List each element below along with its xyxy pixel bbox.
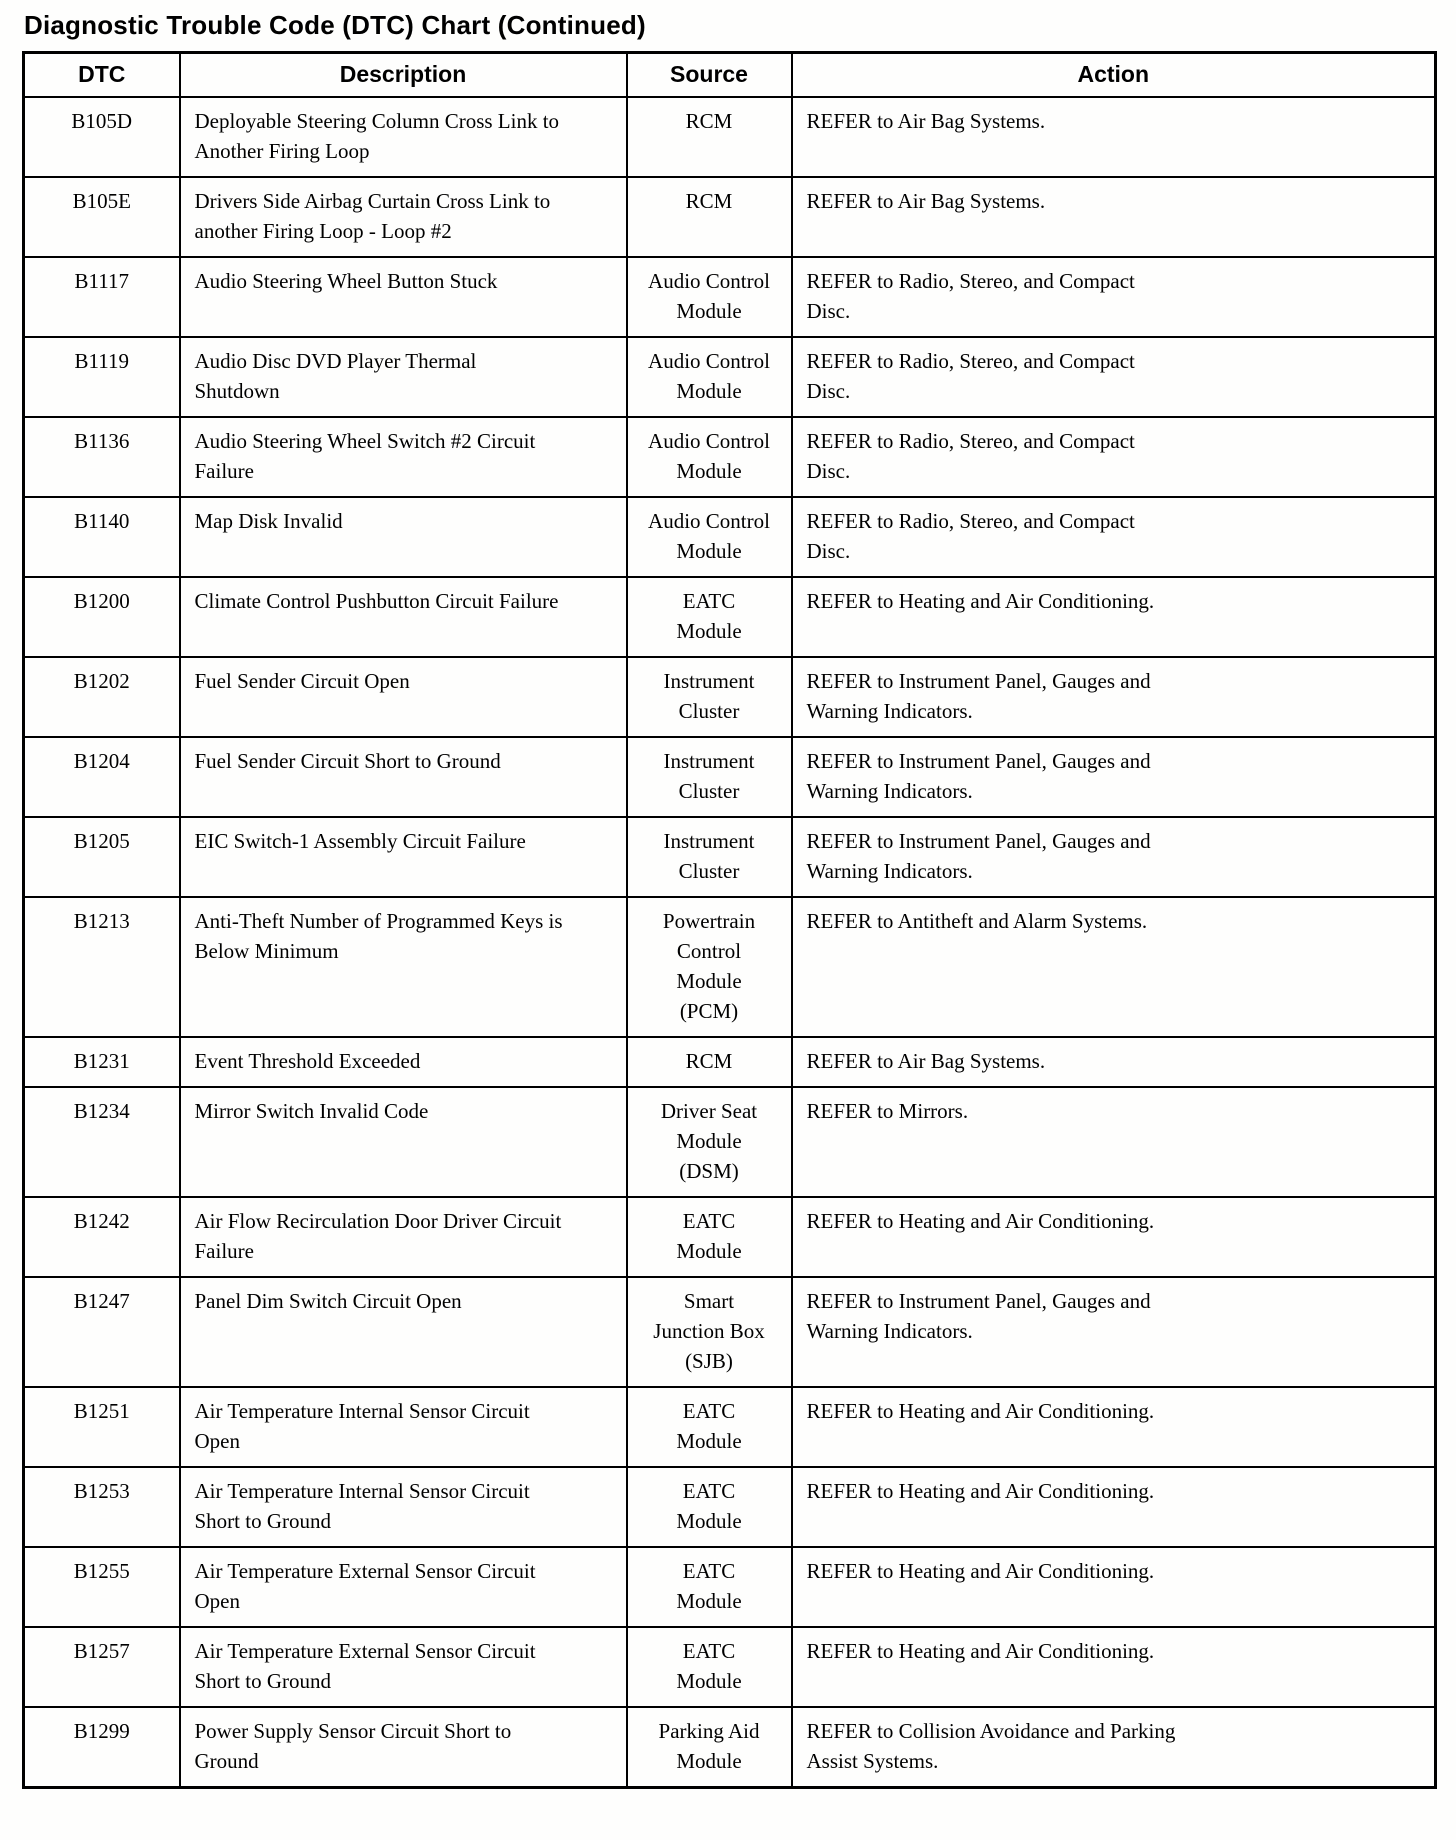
cell-dtc-code: B1140 — [24, 497, 180, 577]
cell-dtc-code: B1213 — [24, 897, 180, 1037]
cell-source: Driver Seat Module (DSM) — [627, 1087, 792, 1197]
cell-description: Panel Dim Switch Circuit Open — [180, 1277, 627, 1387]
cell-action: REFER to Heating and Air Conditioning. — [792, 577, 1436, 657]
cell-source: Instrument Cluster — [627, 657, 792, 737]
cell-source: EATC Module — [627, 1627, 792, 1707]
cell-description: Air Temperature Internal Sensor Circuit Short to Ground — [180, 1467, 627, 1547]
cell-dtc-code: B1253 — [24, 1467, 180, 1547]
cell-description: EIC Switch-1 Assembly Circuit Failure — [180, 817, 627, 897]
dtc-table-body — [24, 97, 1436, 1788]
table-row — [24, 257, 1436, 337]
cell-dtc-code: B1205 — [24, 817, 180, 897]
cell-description: Deployable Steering Column Cross Link to Another Firing Loop — [180, 97, 627, 177]
cell-action: REFER to Heating and Air Conditioning. — [792, 1627, 1436, 1707]
cell-action: REFER to Instrument Panel, Gauges and Warning Indicators. — [792, 1277, 1436, 1387]
table-row — [24, 1387, 1436, 1467]
cell-description: Fuel Sender Circuit Open — [180, 657, 627, 737]
cell-dtc-code: B1257 — [24, 1627, 180, 1707]
cell-action: REFER to Air Bag Systems. — [792, 97, 1436, 177]
cell-source: Audio Control Module — [627, 337, 792, 417]
table-row — [24, 417, 1436, 497]
table-row — [24, 737, 1436, 817]
cell-source: Instrument Cluster — [627, 737, 792, 817]
column-header-dtc: DTC — [24, 53, 180, 98]
cell-dtc-code: B1255 — [24, 1547, 180, 1627]
cell-dtc-code: B1242 — [24, 1197, 180, 1277]
cell-source: Audio Control Module — [627, 417, 792, 497]
table-row — [24, 1467, 1436, 1547]
table-row — [24, 1707, 1436, 1788]
cell-description: Air Temperature External Sensor Circuit Short to Ground — [180, 1627, 627, 1707]
cell-source: Audio Control Module — [627, 257, 792, 337]
cell-description: Drivers Side Airbag Curtain Cross Link to another Firing Loop - Loop #2 — [180, 177, 627, 257]
cell-description: Power Supply Sensor Circuit Short to Ground — [180, 1707, 627, 1788]
cell-description: Map Disk Invalid — [180, 497, 627, 577]
cell-dtc-code: B105E — [24, 177, 180, 257]
cell-action: REFER to Antitheft and Alarm Systems. — [792, 897, 1436, 1037]
table-header-row — [24, 53, 1436, 98]
table-row — [24, 1627, 1436, 1707]
cell-description: Mirror Switch Invalid Code — [180, 1087, 627, 1197]
cell-action: REFER to Heating and Air Conditioning. — [792, 1547, 1436, 1627]
cell-action: REFER to Mirrors. — [792, 1087, 1436, 1197]
table-row — [24, 1277, 1436, 1387]
cell-action: REFER to Radio, Stereo, and Compact Disc. — [792, 337, 1436, 417]
page-title: Diagnostic Trouble Code (DTC) Chart (Continued) — [24, 10, 646, 40]
table-row — [24, 577, 1436, 657]
cell-source: RCM — [627, 97, 792, 177]
cell-source: EATC Module — [627, 577, 792, 657]
cell-description: Air Temperature Internal Sensor Circuit Open — [180, 1387, 627, 1467]
cell-description: Audio Steering Wheel Switch #2 Circuit Failure — [180, 417, 627, 497]
cell-dtc-code: B105D — [24, 97, 180, 177]
cell-source: EATC Module — [627, 1387, 792, 1467]
cell-dtc-code: B1204 — [24, 737, 180, 817]
cell-description: Air Flow Recirculation Door Driver Circuit Failure — [180, 1197, 627, 1277]
cell-source: Audio Control Module — [627, 497, 792, 577]
table-row — [24, 337, 1436, 417]
cell-action: REFER to Radio, Stereo, and Compact Disc. — [792, 257, 1436, 337]
cell-source: EATC Module — [627, 1467, 792, 1547]
cell-action: REFER to Heating and Air Conditioning. — [792, 1387, 1436, 1467]
table-row — [24, 497, 1436, 577]
cell-action: REFER to Heating and Air Conditioning. — [792, 1467, 1436, 1547]
table-row — [24, 1197, 1436, 1277]
column-header-action: Action — [792, 53, 1436, 98]
cell-dtc-code: B1234 — [24, 1087, 180, 1197]
cell-description: Air Temperature External Sensor Circuit Open — [180, 1547, 627, 1627]
table-row — [24, 657, 1436, 737]
cell-action: REFER to Heating and Air Conditioning. — [792, 1197, 1436, 1277]
cell-source: EATC Module — [627, 1547, 792, 1627]
cell-dtc-code: B1231 — [24, 1037, 180, 1087]
cell-source: Instrument Cluster — [627, 817, 792, 897]
cell-action: REFER to Air Bag Systems. — [792, 1037, 1436, 1087]
cell-dtc-code: B1117 — [24, 257, 180, 337]
cell-source: RCM — [627, 177, 792, 257]
cell-action: REFER to Collision Avoidance and Parking Assist Systems. — [792, 1707, 1436, 1788]
cell-action: REFER to Radio, Stereo, and Compact Disc. — [792, 417, 1436, 497]
cell-description: Climate Control Pushbutton Circuit Failure — [180, 577, 627, 657]
table-row — [24, 1087, 1436, 1197]
table-row — [24, 1037, 1436, 1087]
table-row — [24, 97, 1436, 177]
cell-action: REFER to Instrument Panel, Gauges and Warning Indicators. — [792, 817, 1436, 897]
cell-description: Audio Steering Wheel Button Stuck — [180, 257, 627, 337]
table-row — [24, 177, 1436, 257]
cell-dtc-code: B1251 — [24, 1387, 180, 1467]
cell-action: REFER to Radio, Stereo, and Compact Disc. — [792, 497, 1436, 577]
cell-description: Fuel Sender Circuit Short to Ground — [180, 737, 627, 817]
cell-source: EATC Module — [627, 1197, 792, 1277]
table-row — [24, 897, 1436, 1037]
cell-description: Anti-Theft Number of Programmed Keys is Below Minimum — [180, 897, 627, 1037]
column-header-description: Description — [180, 53, 627, 98]
cell-description: Event Threshold Exceeded — [180, 1037, 627, 1087]
cell-source: Smart Junction Box (SJB) — [627, 1277, 792, 1387]
cell-dtc-code: B1247 — [24, 1277, 180, 1387]
cell-source: Powertrain Control Module (PCM) — [627, 897, 792, 1037]
dtc-table — [22, 51, 1437, 1789]
cell-action: REFER to Instrument Panel, Gauges and Warning Indicators. — [792, 737, 1436, 817]
table-row — [24, 817, 1436, 897]
column-header-source: Source — [627, 53, 792, 98]
cell-action: REFER to Instrument Panel, Gauges and Warning Indicators. — [792, 657, 1436, 737]
cell-dtc-code: B1299 — [24, 1707, 180, 1788]
cell-dtc-code: B1202 — [24, 657, 180, 737]
cell-description: Audio Disc DVD Player Thermal Shutdown — [180, 337, 627, 417]
cell-dtc-code: B1200 — [24, 577, 180, 657]
cell-source: Parking Aid Module — [627, 1707, 792, 1788]
cell-dtc-code: B1119 — [24, 337, 180, 417]
cell-dtc-code: B1136 — [24, 417, 180, 497]
cell-action: REFER to Air Bag Systems. — [792, 177, 1436, 257]
cell-source: RCM — [627, 1037, 792, 1087]
table-row — [24, 1547, 1436, 1627]
